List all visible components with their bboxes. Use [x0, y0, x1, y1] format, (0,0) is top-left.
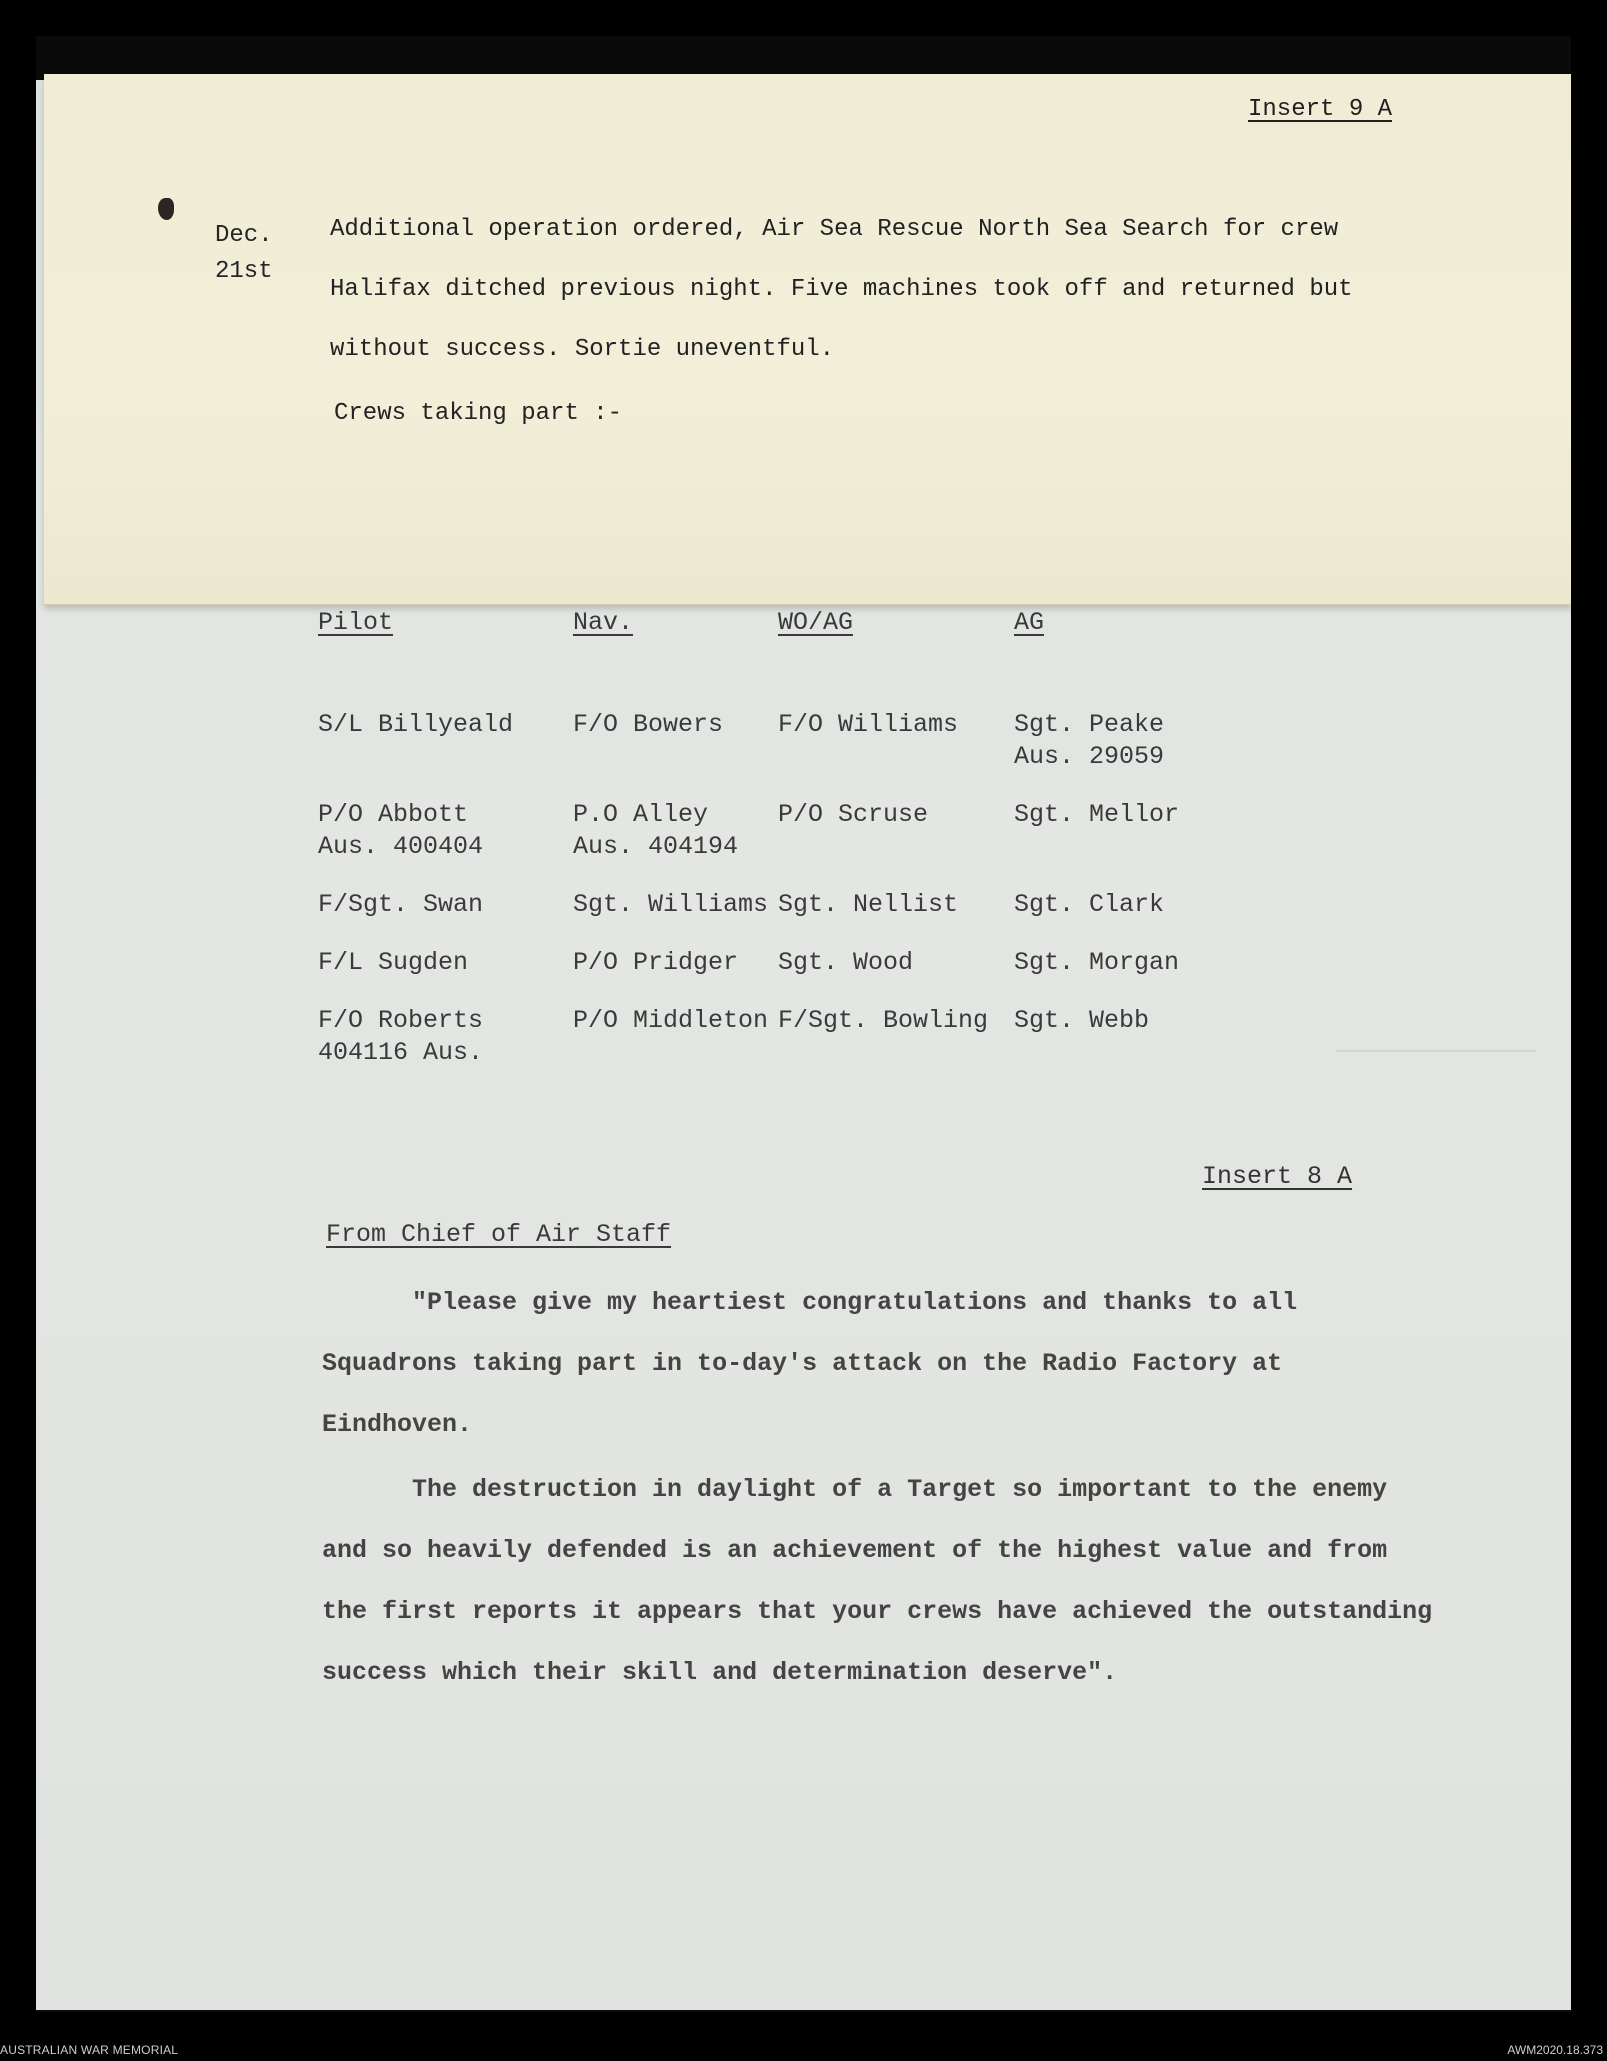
crew-table-header-row — [318, 608, 1214, 709]
insert-label-secondary: Insert 8 A — [1202, 1162, 1353, 1191]
table-row — [318, 799, 1214, 889]
date-day: 21st — [215, 258, 273, 285]
cell-ag: Sgt. Peake Aus. 29059 — [1014, 710, 1165, 771]
cell-ag: Sgt. Webb — [1014, 1006, 1150, 1035]
paragraph-line: without success. Sortie uneventful. — [330, 336, 835, 363]
cell-ag: Sgt. Mellor — [1014, 800, 1180, 829]
cell-nav: P.O Alley Aus. 404194 — [573, 800, 739, 861]
insert-slip — [44, 74, 1571, 605]
cell-woag: F/O Williams — [778, 710, 959, 739]
cell-pilot: F/Sgt. Swan — [318, 890, 484, 919]
punch-hole — [158, 198, 174, 220]
cell-nav: F/O Bowers — [573, 710, 724, 739]
cell-woag: Sgt. Wood — [778, 948, 914, 977]
message-body — [322, 1272, 1442, 1707]
entry-date — [215, 218, 273, 290]
paragraph-line: Additional operation ordered, Air Sea Rescue North Sea Search for crew — [330, 216, 1339, 243]
column-header-pilot: Pilot — [318, 608, 394, 637]
table-row — [318, 709, 1214, 799]
message-paragraph: The destruction in daylight of a Target so important to the enemy and so heavily defended is an achievement of the highest value and from the first reports it appears that your crews have achieved the outstanding success which their skill and determination deserve". — [322, 1475, 1433, 1687]
table-row — [318, 947, 1214, 1005]
cell-nav: Sgt. Williams — [573, 890, 769, 919]
table-row — [318, 889, 1214, 947]
cell-woag: Sgt. Nellist — [778, 890, 959, 919]
cell-nav: P/O Pridger — [573, 948, 739, 977]
column-header-ag: AG — [1014, 608, 1045, 637]
cell-pilot: S/L Billyeald — [318, 710, 514, 739]
table-row — [318, 1005, 1214, 1095]
crew-table — [318, 608, 1214, 1095]
cell-pilot: F/O Roberts 404116 Aus. — [318, 1006, 484, 1067]
date-month: Dec. — [215, 222, 273, 249]
cell-ag: Sgt. Morgan — [1014, 948, 1180, 977]
cell-woag: P/O Scruse — [778, 800, 929, 829]
cell-pilot: P/O Abbott Aus. 400404 — [318, 800, 484, 861]
cell-pilot: F/L Sugden — [318, 948, 469, 977]
archive-credit: AUSTRALIAN WAR MEMORIAL — [0, 2043, 179, 2057]
paragraph-line: Halifax ditched previous night. Five machines took off and returned but — [330, 276, 1353, 303]
crews-label: Crews taking part :- — [334, 400, 623, 427]
cell-nav: P/O Middleton — [573, 1006, 769, 1035]
archive-reference: AWM2020.18.373 — [1507, 2043, 1603, 2057]
cell-woag: F/Sgt. Bowling — [778, 1006, 989, 1035]
message-paragraph: "Please give my heartiest congratulations and thanks to all Squadrons taking part in to-day's attack on the Radio Factory at Eindhoven. — [322, 1288, 1298, 1439]
column-header-woag: WO/AG — [778, 608, 854, 637]
insert-label: Insert 9 A — [1248, 96, 1393, 123]
message-heading: From Chief of Air Staff — [326, 1220, 672, 1249]
column-header-nav: Nav. — [573, 608, 634, 637]
bleed-through-mark — [1336, 1050, 1536, 1052]
cell-ag: Sgt. Clark — [1014, 890, 1165, 919]
operation-paragraph — [330, 200, 1530, 380]
